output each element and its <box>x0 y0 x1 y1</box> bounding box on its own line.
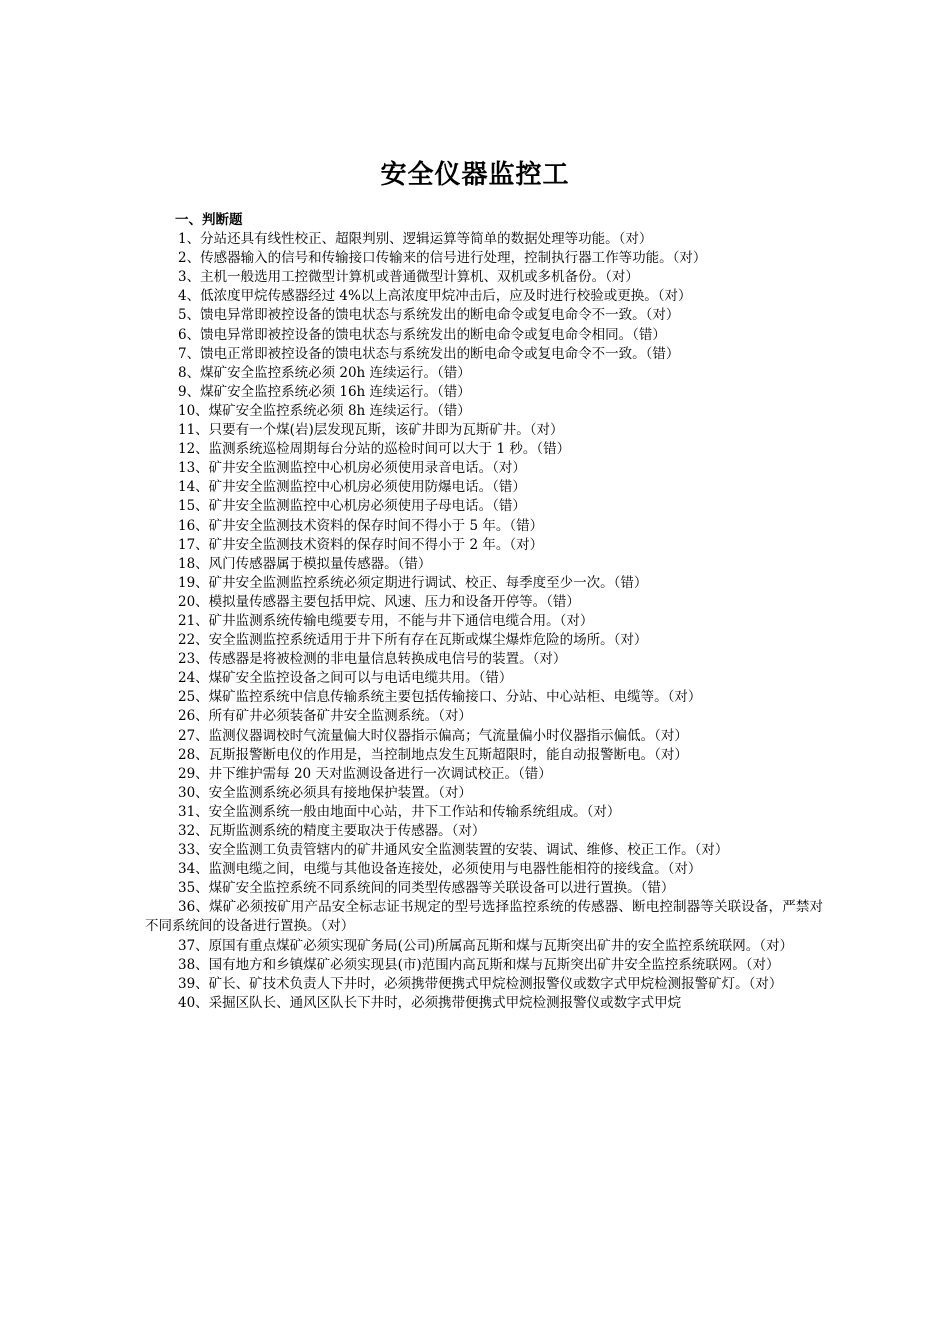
question-list <box>145 230 823 1013</box>
question-item: 34、监测电缆之间，电缆与其他设备连接处，必须使用与电器性能相符的接线盒。（对） <box>178 861 702 878</box>
question-item: 25、煤矿监控系统中信息传输系统主要包括传输接口、分站、中心站柜、电缆等。（对） <box>178 689 702 706</box>
question-item: 13、矿井安全监测监控中心机房必须使用录音电话。（对） <box>178 460 526 477</box>
question-item: 32、瓦斯监测系统的精度主要取决于传感器。（对） <box>178 823 486 839</box>
question-item: 28、瓦斯报警断电仪的作用是，当控制地点发生瓦斯超限时，能自动报警断电。（对） <box>178 746 688 763</box>
question-item: 19、矿井安全监测监控系统必须定期进行调试、校正、每季度至少一次。（错） <box>178 574 648 591</box>
question-item: 31、安全监测系统一般由地面中心站，井下工作站和传输系统组成。（对） <box>178 803 621 820</box>
question-item: 3、主机一般选用工控微型计算机或普通微型计算机、双机或多机备份。（对） <box>178 269 639 286</box>
question-item: 7、馈电正常即被控设备的馈电状态与系统发出的断电命令或复电命令不一致。（错） <box>178 345 680 362</box>
question-item: 4、低浓度甲烷传感器经过 4%以上高浓度甲烷冲击后，应及时进行校验或更换。（对） <box>178 288 692 305</box>
true-false-section <box>145 211 823 1013</box>
question-item: 24、煤矿安全监控设备之间可以与电话电缆共用。（错） <box>178 670 513 687</box>
question-item: 16、矿井安全监测技术资料的保存时间不得小于 5 年。（错） <box>178 517 544 534</box>
question-item: 38、国有地方和乡镇煤矿必须实现县(市)范围内高瓦斯和煤与瓦斯突出矿井安全监控系统联网。（对） <box>178 956 780 973</box>
question-item: 10、煤矿安全监控系统必须 8h 连续运行。（错） <box>178 402 471 419</box>
question-item: 26、所有矿井必须装备矿井安全监测系统。（对） <box>178 708 472 725</box>
question-item: 14、矿井安全监测监控中心机房必须使用防爆电话。（错） <box>178 479 526 496</box>
question-item: 11、只要有一个煤(岩)层发现瓦斯，该矿井即为瓦斯矿井。（对） <box>178 422 564 439</box>
question-item: 22、安全监测监控系统适用于井下所有存在瓦斯或煤尘爆炸危险的场所。（对） <box>178 632 648 649</box>
question-item: 2、传感器输入的信号和传输接口传输来的信号进行处理，控制执行器工作等功能。（对） <box>178 250 707 267</box>
question-item: 40、采掘区队长、通风区队长下井时，必须携带便携式甲烷检测报警仪或数字式甲烷 <box>178 994 682 1011</box>
question-item: 8、煤矿安全监控系统必须 20h 连续运行。（错） <box>178 364 471 381</box>
question-item: 20、模拟量传感器主要包括甲烷、风速、压力和设备开停等。（错） <box>178 593 580 610</box>
question-item: 1、分站还具有线性校正、超限判别、逻辑运算等简单的数据处理等功能。（对） <box>178 231 653 248</box>
question-item: 21、矿井监测系统传输电缆要专用，不能与井下通信电缆合用。（对） <box>178 612 594 629</box>
question-item: 12、监测系统巡检周期每台分站的巡检时间可以大于 1 秒。（错） <box>178 441 571 458</box>
question-item: 17、矿井安全监测技术资料的保存时间不得小于 2 年。（对） <box>178 536 544 553</box>
question-item: 9、煤矿安全监控系统必须 16h 连续运行。（错） <box>178 383 471 400</box>
question-item: 35、煤矿安全监控系统不同系统间的同类型传感器等关联设备可以进行置换。（错） <box>178 880 675 897</box>
question-item: 5、馈电异常即被控设备的馈电状态与系统发出的断电命令或复电命令不一致。（对） <box>178 307 680 324</box>
question-item: 27、监测仪器调校时气流量偏大时仪器指示偏高；气流量偏小时仪器指示偏低。（对） <box>178 727 688 744</box>
question-item: 33、安全监测工负责管辖内的矿井通风安全监测装置的安装、调试、维修、校正工作。（对） <box>178 842 729 859</box>
question-item: 6、馈电异常即被控设备的馈电状态与系统发出的断电命令或复电命令相同。（错） <box>178 326 666 343</box>
question-item: 23、传感器是将被检测的非电量信息转换成电信号的装置。（对） <box>178 651 567 668</box>
document-title: 安全仪器监控工 <box>380 160 570 191</box>
question-item: 15、矿井安全监测监控中心机房必须使用子母电话。（错） <box>178 498 526 515</box>
section-heading: 一、判断题 <box>175 212 243 228</box>
question-item: 18、风门传感器属于模拟量传感器。（错） <box>178 555 432 572</box>
question-item: 39、矿长、矿技术负责人下井时，必须携带便携式甲烷检测报警仪或数字式甲烷检测报警矿灯。（对） <box>178 975 783 992</box>
question-item: 37、原国有重点煤矿必须实现矿务局(公司)所属高瓦斯和煤与瓦斯突出矿井的安全监控系统联网。（对） <box>178 937 793 954</box>
question-item: 29、井下维护需每 20 天对监测设备进行一次调试校正。（错） <box>178 765 552 782</box>
question-item: 36、煤矿必须按矿用产品安全标志证书规定的型号选择监控系统的传感器、断电控制器等关联设备，严禁对不同系统间的设备进行置换。（对） <box>145 899 823 935</box>
question-item: 30、安全监测系统必须具有接地保护装置。（对） <box>178 784 472 801</box>
